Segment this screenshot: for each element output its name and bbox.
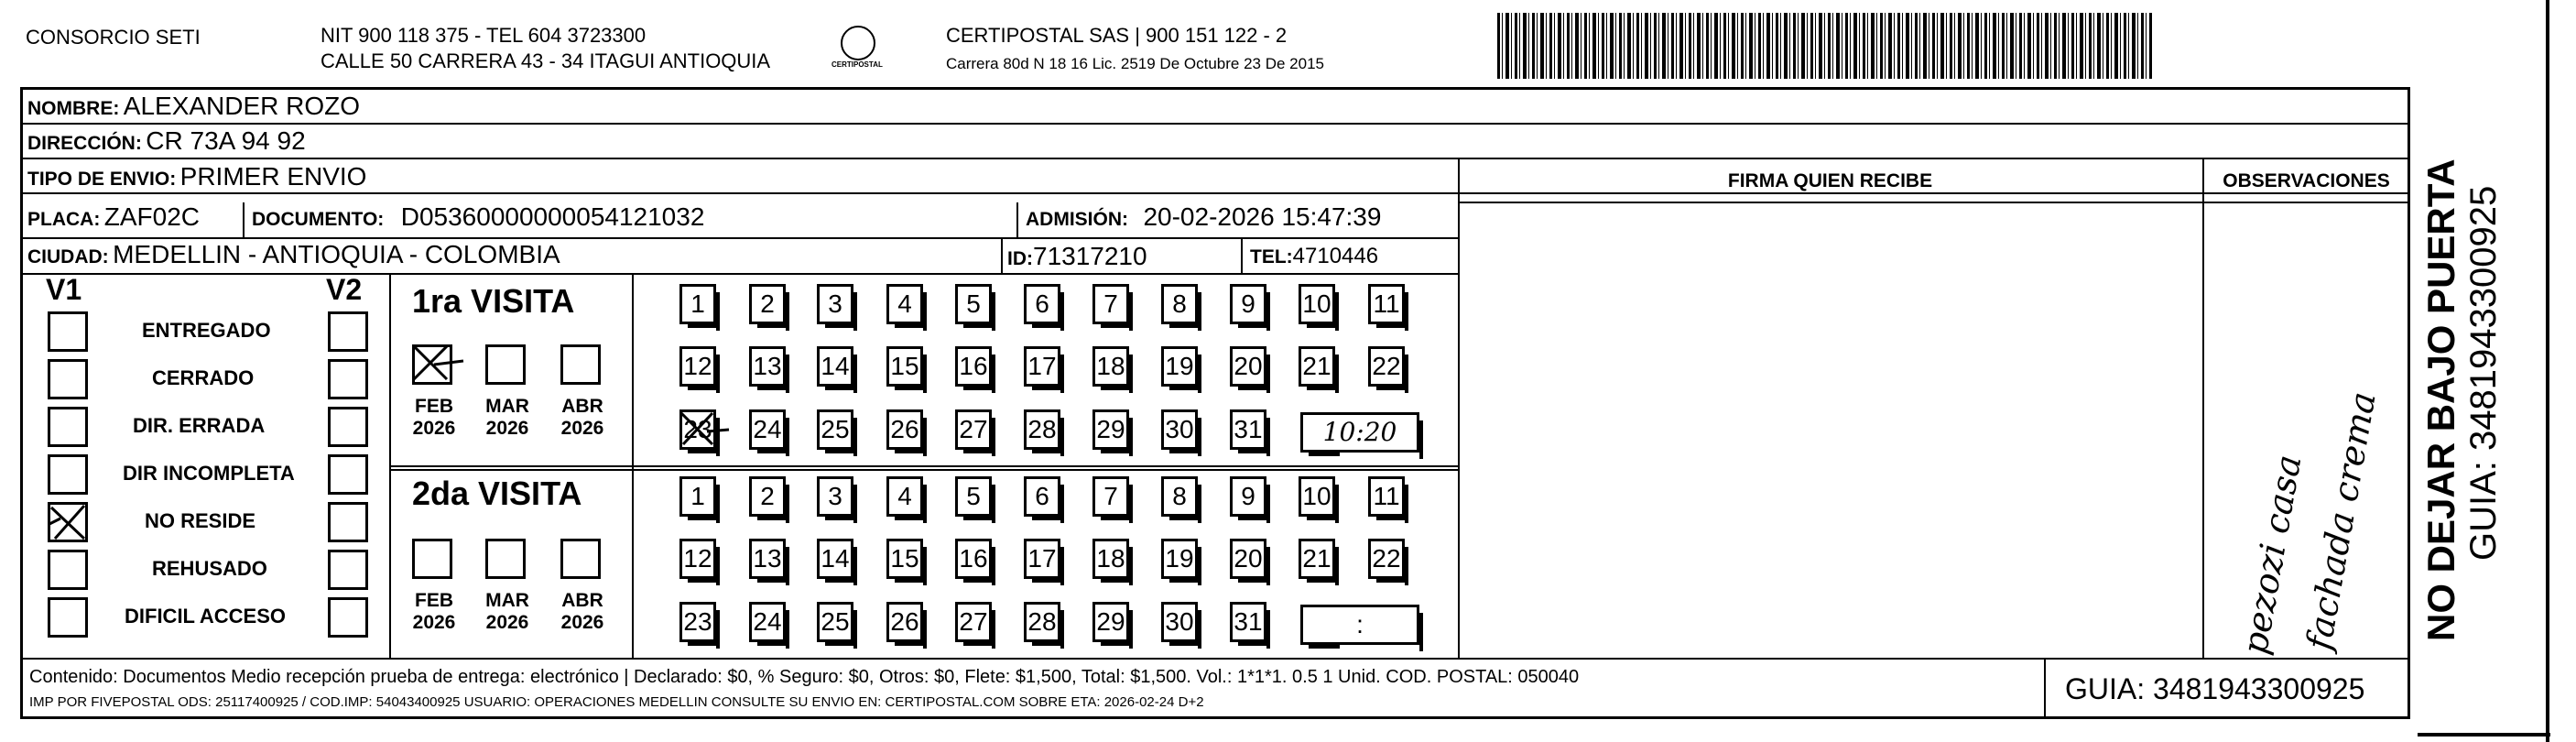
second-visit-title: 2da VISITA bbox=[412, 475, 582, 512]
first-day-26-box[interactable]: 26 bbox=[886, 409, 923, 450]
second-day-14-box[interactable]: 14 bbox=[817, 539, 853, 579]
second-day-30-box[interactable]: 30 bbox=[1161, 602, 1198, 642]
nit-line: NIT 900 118 375 - TEL 604 3723300 bbox=[321, 24, 647, 47]
second-day-6-box[interactable]: 6 bbox=[1024, 476, 1060, 517]
first-day-4-box[interactable]: 4 bbox=[886, 284, 923, 324]
first-day-20-box[interactable]: 20 bbox=[1230, 346, 1266, 387]
v1-dir-incompleta-checkbox[interactable] bbox=[48, 454, 88, 495]
v2-no-reside-checkbox[interactable] bbox=[328, 502, 368, 542]
second-day-8-box[interactable]: 8 bbox=[1161, 476, 1198, 517]
check-mark-icon bbox=[679, 409, 734, 450]
first-year-mar: 2026 bbox=[485, 418, 529, 439]
second-day-9-box[interactable]: 9 bbox=[1230, 476, 1266, 517]
second-month-feb: FEB bbox=[415, 590, 453, 611]
first-day-3-box[interactable]: 3 bbox=[817, 284, 853, 324]
id-label: ID: bbox=[1007, 248, 1033, 269]
status-entregado: ENTREGADO bbox=[142, 319, 271, 342]
second-year-mar: 2026 bbox=[485, 612, 529, 633]
v2-cerrado-checkbox[interactable] bbox=[328, 359, 368, 399]
second-day-15-box[interactable]: 15 bbox=[886, 539, 923, 579]
second-day-7-box[interactable]: 7 bbox=[1092, 476, 1129, 517]
admision-label: ADMISIÓN: bbox=[1026, 209, 1128, 230]
first-day-6-box[interactable]: 6 bbox=[1024, 284, 1060, 324]
first-month-abr: ABR bbox=[561, 396, 603, 417]
footer-content-line: Contenido: Documentos Medio recepción prueba de entrega: electrónico | Declarado: $0, % Seguro: $0, Otros: $0, Flete: $1,500, Total: $1,500. Vol.: 1*1*1. 0.5 1 Unid. COD. POSTAL: 050040 bbox=[29, 667, 1580, 687]
v2-dificil-acceso-checkbox[interactable] bbox=[328, 597, 368, 638]
ciudad-value: MEDELLIN - ANTIOQUIA - COLOMBIA bbox=[113, 240, 560, 268]
logo-text: CERTIPOSTAL bbox=[831, 60, 883, 69]
barcode bbox=[1497, 13, 2152, 79]
first-abr-checkbox[interactable] bbox=[560, 344, 601, 385]
footer-imp-line: IMP POR FIVEPOSTAL ODS: 25117400925 / COD.IMP: 54043400925 USUARIO: OPERACIONES MEDELLIN CONSULTE SU ENVIO EN: CERTIPOSTAL.COM SOBRE ETA: 2026-02-24 D+2 bbox=[29, 694, 1204, 710]
v2-rehusado-checkbox[interactable] bbox=[328, 550, 368, 590]
footer-guia: GUIA: 3481943300925 bbox=[2065, 672, 2365, 705]
second-day-19-box[interactable]: 19 bbox=[1161, 539, 1198, 579]
documento-label: DOCUMENTO: bbox=[252, 209, 385, 230]
first-day-18-box[interactable]: 18 bbox=[1092, 346, 1129, 387]
first-year-feb: 2026 bbox=[412, 418, 456, 439]
nombre-label: NOMBRE: bbox=[27, 98, 120, 119]
certipostal-logo-icon bbox=[841, 26, 875, 60]
first-month-mar: MAR bbox=[485, 396, 529, 417]
second-month-abr: ABR bbox=[561, 590, 603, 611]
v1-label: V1 bbox=[46, 273, 82, 306]
first-day-10-box[interactable]: 10 bbox=[1299, 284, 1335, 324]
second-year-feb: 2026 bbox=[412, 612, 456, 633]
second-year-abr: 2026 bbox=[560, 612, 604, 633]
first-day-11-box[interactable]: 11 bbox=[1368, 284, 1405, 324]
side-warning: NO DEJAR BAJO PUERTA bbox=[2419, 158, 2462, 641]
carrier-line: CERTIPOSTAL SAS | 900 151 122 - 2 bbox=[946, 24, 1288, 47]
status-dificil-acceso: DIFICIL ACCESO bbox=[125, 605, 287, 627]
v2-entregado-checkbox[interactable] bbox=[328, 311, 368, 352]
license-line: Carrera 80d N 18 16 Lic. 2519 De Octubre 23 De 2015 bbox=[946, 55, 1324, 72]
first-day-19-box[interactable]: 19 bbox=[1161, 346, 1198, 387]
side-guia: GUIA: 3481943300925 bbox=[2463, 185, 2504, 561]
first-day-14-box[interactable]: 14 bbox=[817, 346, 853, 387]
second-day-4-box[interactable]: 4 bbox=[886, 476, 923, 517]
second-day-21-box[interactable]: 21 bbox=[1299, 539, 1335, 579]
first-day-15-box[interactable]: 15 bbox=[886, 346, 923, 387]
second-day-28-box[interactable]: 28 bbox=[1024, 602, 1060, 642]
first-day-1-box[interactable]: 1 bbox=[679, 284, 716, 324]
first-visit-time[interactable]: 10:20 bbox=[1300, 412, 1419, 453]
firma-header: FIRMA QUIEN RECIBE bbox=[1727, 170, 1933, 191]
ciudad-label: CIUDAD: bbox=[27, 246, 109, 267]
direccion-value: CR 73A 94 92 bbox=[146, 126, 306, 155]
company-name: CONSORCIO SETI bbox=[26, 26, 201, 49]
observation-line-2: fachada crema bbox=[2299, 388, 2384, 653]
first-day-30-box[interactable]: 30 bbox=[1161, 409, 1198, 450]
first-day-31-box[interactable]: 31 bbox=[1230, 409, 1266, 450]
first-feb-checkbox[interactable] bbox=[412, 344, 452, 385]
status-dir-errada: DIR. ERRADA bbox=[133, 414, 266, 437]
tipo-value: PRIMER ENVIO bbox=[179, 162, 367, 191]
second-day-20-box[interactable]: 20 bbox=[1230, 539, 1266, 579]
status-rehusado: REHUSADO bbox=[152, 557, 267, 580]
second-day-23-box[interactable]: 23 bbox=[679, 602, 716, 642]
nombre-value: ALEXANDER ROZO bbox=[123, 92, 361, 120]
first-day-22-box[interactable]: 22 bbox=[1368, 346, 1405, 387]
observation-line-1: pezozi casa bbox=[2234, 452, 2310, 658]
second-day-12-box[interactable]: 12 bbox=[679, 539, 716, 579]
admision-value: 20-02-2026 15:47:39 bbox=[1143, 202, 1382, 231]
second-day-5-box[interactable]: 5 bbox=[955, 476, 992, 517]
documento-value: D05360000000054121032 bbox=[400, 202, 705, 231]
first-day-24-box[interactable]: 24 bbox=[749, 409, 786, 450]
second-day-24-box[interactable]: 24 bbox=[749, 602, 786, 642]
placa-label: PLACA: bbox=[27, 209, 101, 230]
second-day-16-box[interactable]: 16 bbox=[955, 539, 992, 579]
first-day-28-box[interactable]: 28 bbox=[1024, 409, 1060, 450]
check-mark-icon bbox=[412, 344, 467, 385]
status-cerrado: CERRADO bbox=[152, 366, 255, 389]
second-day-22-box[interactable]: 22 bbox=[1368, 539, 1405, 579]
address-line: CALLE 50 CARRERA 43 - 34 ITAGUI ANTIOQUIA bbox=[321, 49, 771, 72]
observaciones-header: OBSERVACIONES bbox=[2223, 170, 2390, 191]
second-day-17-box[interactable]: 17 bbox=[1024, 539, 1060, 579]
first-day-13-box[interactable]: 13 bbox=[749, 346, 786, 387]
second-abr-checkbox[interactable] bbox=[560, 539, 601, 579]
second-day-26-box[interactable]: 26 bbox=[886, 602, 923, 642]
first-day-27-box[interactable]: 27 bbox=[955, 409, 992, 450]
second-day-11-box[interactable]: 11 bbox=[1368, 476, 1405, 517]
v2-dir-incompleta-checkbox[interactable] bbox=[328, 454, 368, 495]
first-day-16-box[interactable]: 16 bbox=[955, 346, 992, 387]
first-day-25-box[interactable]: 25 bbox=[817, 409, 853, 450]
v1-rehusado-checkbox[interactable] bbox=[48, 550, 88, 590]
status-no-reside: NO RESIDE bbox=[145, 509, 256, 532]
first-year-abr: 2026 bbox=[560, 418, 604, 439]
first-day-17-box[interactable]: 17 bbox=[1024, 346, 1060, 387]
second-visit-time[interactable]: : bbox=[1300, 605, 1419, 645]
v1-no-reside-checkbox[interactable] bbox=[48, 502, 88, 542]
first-mar-checkbox[interactable] bbox=[485, 344, 526, 385]
second-day-31-box[interactable]: 31 bbox=[1230, 602, 1266, 642]
second-mar-checkbox[interactable] bbox=[485, 539, 526, 579]
tel-label: TEL: bbox=[1250, 246, 1293, 267]
status-dir-incompleta: DIR INCOMPLETA bbox=[123, 462, 295, 485]
second-month-mar: MAR bbox=[485, 590, 529, 611]
second-day-13-box[interactable]: 13 bbox=[749, 539, 786, 579]
second-day-1-box[interactable]: 1 bbox=[679, 476, 716, 517]
v1-dir-errada-checkbox[interactable] bbox=[48, 407, 88, 447]
placa-value: ZAF02C bbox=[103, 202, 201, 231]
first-day-29-box[interactable]: 29 bbox=[1092, 409, 1129, 450]
v1-dificil-acceso-checkbox[interactable] bbox=[48, 597, 88, 638]
first-day-5-box[interactable]: 5 bbox=[955, 284, 992, 324]
second-day-18-box[interactable]: 18 bbox=[1092, 539, 1129, 579]
v1-entregado-checkbox[interactable] bbox=[48, 311, 88, 352]
first-day-7-box[interactable]: 7 bbox=[1092, 284, 1129, 324]
first-month-feb: FEB bbox=[415, 396, 453, 417]
second-day-2-box[interactable]: 2 bbox=[749, 476, 786, 517]
second-day-3-box[interactable]: 3 bbox=[817, 476, 853, 517]
tipo-label: TIPO DE ENVIO: bbox=[27, 169, 177, 190]
id-value: 71317210 bbox=[1033, 242, 1147, 270]
first-day-2-box[interactable]: 2 bbox=[749, 284, 786, 324]
first-day-9-box[interactable]: 9 bbox=[1230, 284, 1266, 324]
second-feb-checkbox[interactable] bbox=[412, 539, 452, 579]
v1-cerrado-checkbox[interactable] bbox=[48, 359, 88, 399]
first-day-23-box[interactable]: 23 bbox=[679, 409, 716, 450]
v2-label: V2 bbox=[326, 273, 363, 306]
first-day-8-box[interactable]: 8 bbox=[1161, 284, 1198, 324]
direccion-label: DIRECCIÓN: bbox=[27, 133, 142, 154]
first-day-12-box[interactable]: 12 bbox=[679, 346, 716, 387]
first-day-21-box[interactable]: 21 bbox=[1299, 346, 1335, 387]
second-day-27-box[interactable]: 27 bbox=[955, 602, 992, 642]
tel-value: 4710446 bbox=[1292, 244, 1379, 268]
check-mark-icon bbox=[48, 502, 88, 542]
v2-dir-errada-checkbox[interactable] bbox=[328, 407, 368, 447]
second-day-25-box[interactable]: 25 bbox=[817, 602, 853, 642]
second-day-10-box[interactable]: 10 bbox=[1299, 476, 1335, 517]
first-visit-title: 1ra VISITA bbox=[412, 282, 575, 320]
second-day-29-box[interactable]: 29 bbox=[1092, 602, 1129, 642]
